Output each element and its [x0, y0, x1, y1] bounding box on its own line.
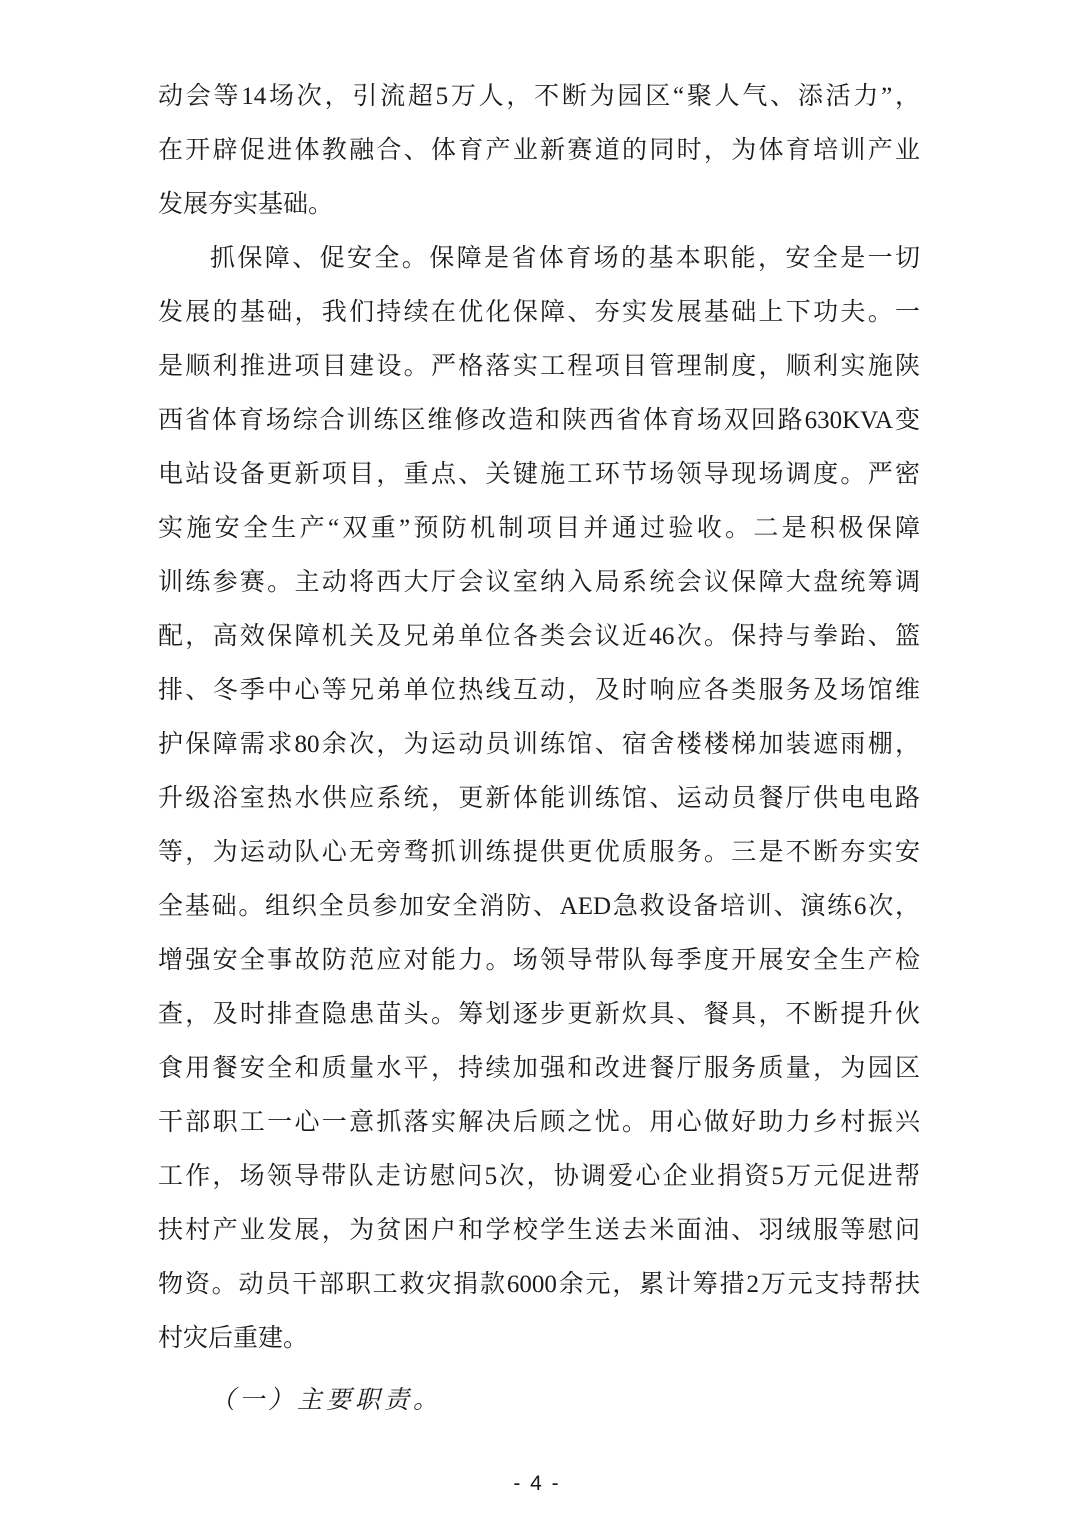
text-line: 训练参赛。主动将西大厅会议室纳入局系统会议保障大盘统筹调 [158, 569, 920, 596]
text-body [158, 70, 920, 1428]
text-line: 西省体育场综合训练区维修改造和陕西省体育场双回路630KVA变 [158, 407, 920, 434]
text-line: 增强安全事故防范应对能力。场领导带队每季度开展安全生产检 [158, 947, 920, 974]
page-number: - 4 - [513, 1472, 561, 1495]
text-line: 工作，场领导带队走访慰问5次，协调爱心企业捐资5万元促进帮 [158, 1163, 920, 1190]
text-line: 升级浴室热水供应系统，更新体能训练馆、运动员餐厅供电电路 [158, 785, 920, 812]
text-line: 食用餐安全和质量水平，持续加强和改进餐厅服务质量，为园区 [158, 1055, 920, 1082]
text-line: 实施安全生产“双重”预防机制项目并通过验收。二是积极保障 [158, 515, 920, 542]
text-line: 等，为运动队心无旁骛抓训练提供更优质服务。三是不断夯实安 [158, 839, 920, 866]
text-line: 发展夯实基础。 [158, 191, 334, 218]
text-line: 村灾后重建。 [158, 1325, 309, 1352]
text-line: 在开辟促进体教融合、体育产业新赛道的同时，为体育培训产业 [158, 137, 920, 164]
text-line: 是顺利推进项目建设。严格落实工程项目管理制度，顺利实施陕 [158, 353, 920, 380]
text-line: 护保障需求80余次，为运动员训练馆、宿舍楼楼梯加装遮雨棚， [158, 731, 920, 758]
text-line: 物资。动员干部职工救灾捐款6000余元，累计筹措2万元支持帮扶 [158, 1271, 920, 1298]
text-line: 扶村产业发展，为贫困户和学校学生送去米面油、羽绒服等慰问 [158, 1217, 920, 1244]
text-line: 排、冬季中心等兄弟单位热线互动，及时响应各类服务及场馆维 [158, 677, 920, 704]
text-line: 抓保障、促安全。保障是省体育场的基本职能，安全是一切 [210, 245, 920, 272]
text-line: 全基础。组织全员参加安全消防、AED急救设备培训、演练6次， [158, 893, 920, 920]
text-line: 查，及时排查隐患苗头。筹划逐步更新炊具、餐具，不断提升伙 [158, 1001, 920, 1028]
text-line: 发展的基础，我们持续在优化保障、夯实发展基础上下功夫。一 [158, 299, 920, 326]
text-line: 电站设备更新项目，重点、关键施工环节场领导现场调度。严密 [158, 461, 920, 488]
text-line: 配，高效保障机关及兄弟单位各类会议近46次。保持与拳跆、篮 [158, 623, 920, 650]
section-heading-line: （一）主要职责。 [210, 1387, 443, 1414]
text-line: 动会等14场次，引流超5万人，不断为园区“聚人气、添活力”， [158, 83, 920, 110]
text-line: 干部职工一心一意抓落实解决后顾之忧。用心做好助力乡村振兴 [158, 1109, 920, 1136]
